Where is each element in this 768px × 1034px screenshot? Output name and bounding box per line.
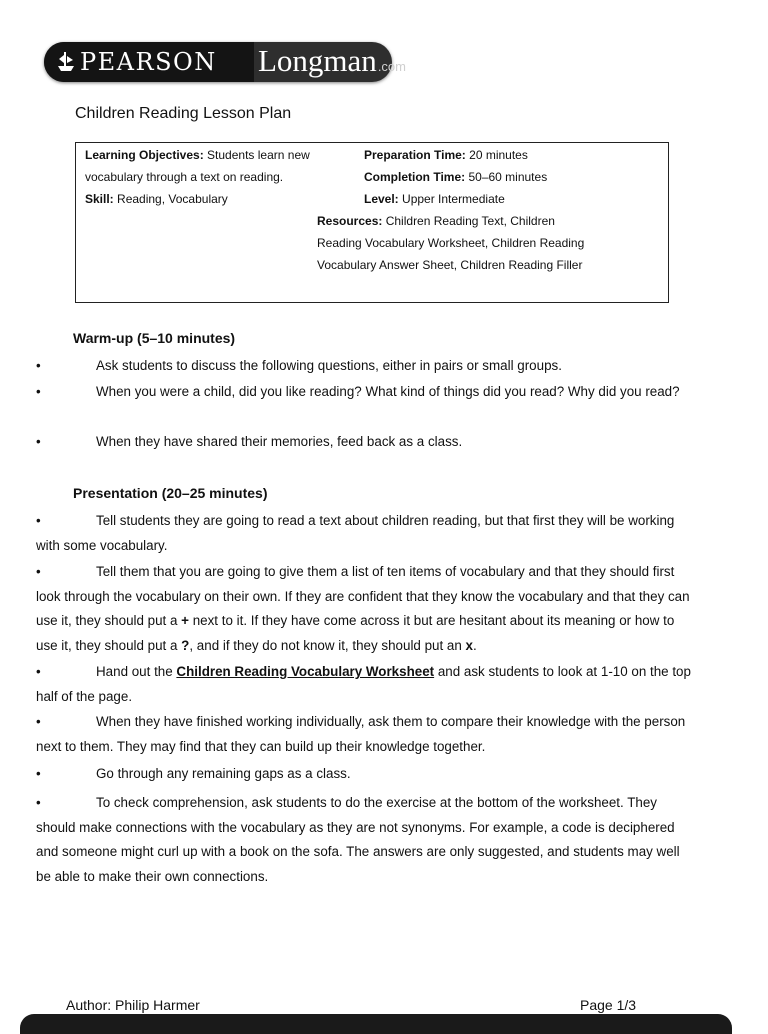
warmup-bullet-3: • When they have shared their memories, feed back as a class.	[36, 430, 696, 455]
pearson-longman-logo	[44, 42, 406, 82]
pearson-ship-icon	[57, 51, 75, 73]
warmup-heading: Warm-up (5–10 minutes)	[73, 330, 236, 346]
logo-longman-text: Longman.com	[258, 43, 406, 78]
presentation-bullet-4: • When they have finished working individually, ask them to compare their knowledge with the person next to them. They may find that they can build up their knowledge together.	[36, 710, 696, 759]
bullet-dot: •	[36, 714, 41, 729]
lesson-info-box	[75, 142, 669, 303]
logo-pearson-text: PEARSON	[80, 48, 217, 76]
presentation-bullet-3: • Hand out the Children Reading Vocabulary Worksheet and ask students to look at 1-10 on the top half of the page.	[36, 660, 696, 709]
bullet-dot: •	[36, 358, 41, 373]
resources-line-1: Resources: Children Reading Text, Children	[317, 214, 555, 228]
completion-time-line: Completion Time: 50–60 minutes	[364, 170, 548, 184]
resources-line-3: Vocabulary Answer Sheet, Children Reading Filler	[317, 258, 583, 272]
objectives-line-2: vocabulary through a text on reading.	[85, 170, 284, 184]
logo-com-text: .com	[377, 59, 406, 74]
presentation-bullet-2: • Tell them that you are going to give them a list of ten items of vocabulary and that they should first look through the vocabulary on their own. If they are confident that they know the vocabulary and that they can use it, they should put a + next to it. If they have come across it but are hesitant about its meaning or how to use it, they should put a ?, and if they do not know it, they should put an x.	[36, 560, 696, 658]
presentation-bullet-6: • To check comprehension, ask students to do the exercise at the bottom of the worksheet. They should make connections with the vocabulary as they are not synonyms. For example, a code is deciphered and someone might curl up with a book on the sofa. The answers are only suggested, and students may well be able to make their own connections.	[36, 791, 696, 889]
warmup-bullet-2: • When you were a child, did you like reading? What kind of things did you read? Why did you read?	[36, 380, 696, 405]
page-title: Children Reading Lesson Plan	[75, 105, 292, 122]
objectives-line-1: Learning Objectives: Students learn new	[85, 148, 310, 162]
presentation-heading: Presentation (20–25 minutes)	[73, 485, 268, 501]
footer-author: Author: Philip Harmer	[66, 997, 200, 1013]
bullet-dot: •	[36, 513, 41, 528]
footer-page-number: Page 1/3	[580, 997, 637, 1013]
footer-bar	[20, 1014, 732, 1034]
bullet-dot: •	[36, 766, 41, 781]
bullet-dot: •	[36, 664, 41, 679]
bullet-dot: •	[36, 384, 41, 399]
worksheet-link[interactable]: Children Reading Vocabulary Worksheet	[176, 664, 435, 679]
warmup-bullet-1: • Ask students to discuss the following questions, either in pairs or small groups.	[36, 354, 696, 379]
level-line: Level: Upper Intermediate	[364, 192, 505, 206]
presentation-bullet-1: • Tell students they are going to read a text about children reading, but that first they will be working with some vocabulary.	[36, 509, 696, 558]
bullet-dot: •	[36, 564, 41, 579]
resources-line-2: Reading Vocabulary Worksheet, Children Reading	[317, 236, 585, 250]
bullet-dot: •	[36, 434, 41, 449]
presentation-bullet-5: • Go through any remaining gaps as a class.	[36, 762, 696, 787]
skill-line: Skill: Reading, Vocabulary	[85, 192, 228, 206]
prep-time-line: Preparation Time: 20 minutes	[364, 148, 528, 162]
bullet-dot: •	[36, 795, 41, 810]
